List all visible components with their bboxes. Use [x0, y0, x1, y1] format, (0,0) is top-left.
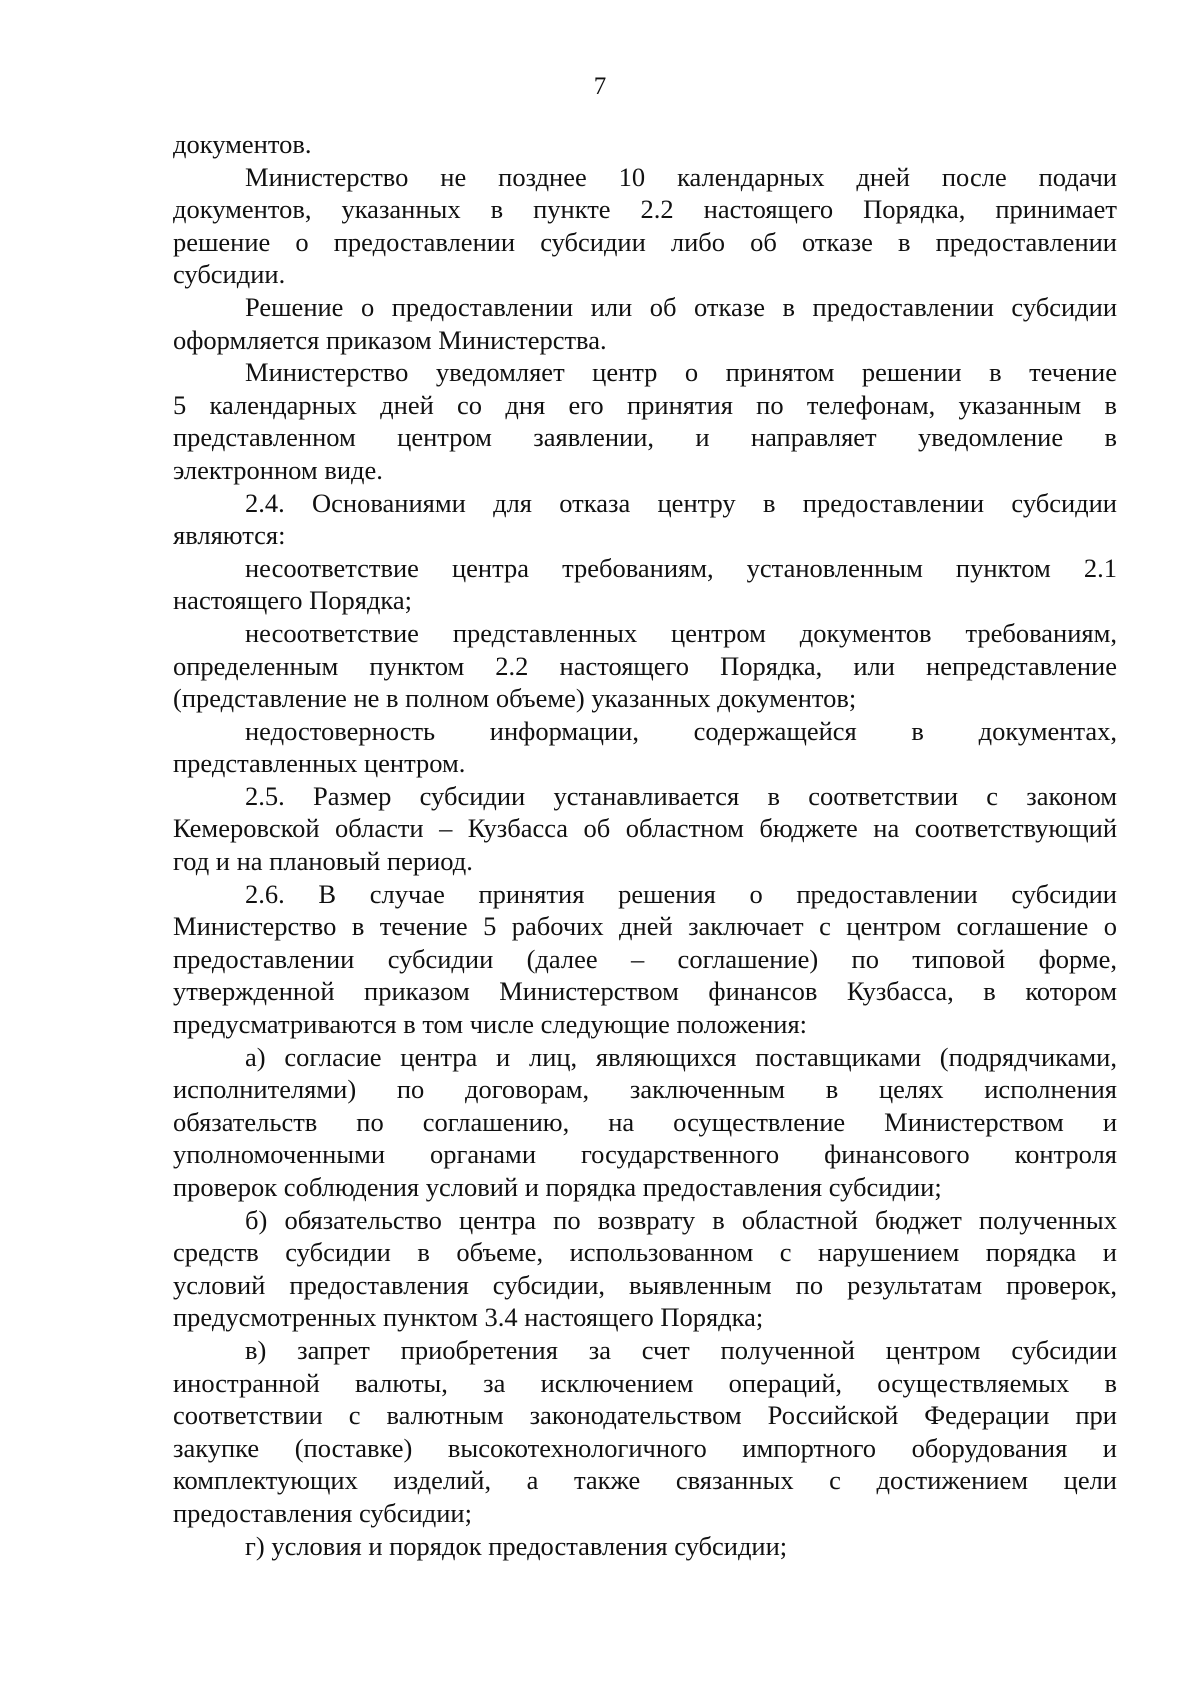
text-line: условий предоставления субсидии, выявленным по результатам проверок, [173, 1269, 1117, 1300]
text-line: иностранной валюты, за исключением операций, осуществляемых в [173, 1367, 1117, 1398]
text-line: г) условия и порядок предоставления субсидии; [245, 1530, 788, 1561]
paragraph [173, 128, 1117, 161]
paragraph [173, 356, 1117, 486]
text-line: уполномоченными органами государственного финансового контроля [173, 1139, 1117, 1170]
paragraph [173, 878, 1117, 1041]
text-line: 2.5. Размер субсидии устанавливается в соответствии с законом [245, 780, 1117, 811]
text-line: электронном виде. [173, 454, 383, 485]
text-line: соответствии с валютным законодательством Российской Федерации при [173, 1400, 1117, 1431]
text-line: а) согласие центра и лиц, являющихся поставщиками (подрядчиками, [245, 1041, 1117, 1072]
text-line: субсидии. [173, 259, 286, 290]
text-line: 2.6. В случае принятия решения о предоставлении субсидии [245, 878, 1117, 909]
text-line: определенным пунктом 2.2 настоящего Порядка, или непредставление [173, 650, 1117, 681]
paragraph [173, 1334, 1117, 1530]
text-line: закупке (поставке) высокотехнологичного импортного оборудования и [173, 1432, 1117, 1463]
paragraph [173, 552, 1117, 617]
text-line: предусматриваются в том числе следующие положения: [173, 1009, 808, 1040]
text-line: несоответствие центра требованиям, установленным пунктом 2.1 [245, 552, 1117, 583]
paragraph [173, 291, 1117, 356]
paragraph [173, 1204, 1117, 1334]
text-line: в) запрет приобретения за счет полученной центром субсидии [245, 1334, 1117, 1365]
text-line: средств субсидии в объеме, использованном с нарушением порядка и [173, 1237, 1117, 1268]
paragraph [173, 617, 1117, 715]
text-line: Министерство в течение 5 рабочих дней заключает с центром соглашение о [173, 911, 1117, 942]
paragraph [173, 715, 1117, 780]
text-line: (представление не в полном объеме) указанных документов; [173, 683, 857, 714]
text-line: представленных центром. [173, 748, 466, 779]
text-line: утвержденной приказом Министерством финансов Кузбасса, в котором [173, 976, 1117, 1007]
text-line: решение о предоставлении субсидии либо об отказе в предоставлении [173, 226, 1117, 257]
text-line: несоответствие представленных центром документов требованиям, [245, 617, 1117, 648]
text-line: настоящего Порядка; [173, 585, 413, 616]
text-line: год и на плановый период. [173, 846, 473, 877]
text-line: предоставления субсидии; [173, 1497, 472, 1528]
text-line: предоставлении субсидии (далее – соглашение) по типовой форме, [173, 943, 1117, 974]
text-line: оформляется приказом Министерства. [173, 324, 607, 355]
page-number: 7 [593, 73, 607, 100]
paragraph [173, 161, 1117, 291]
text-line: Решение о предоставлении или об отказе в предоставлении субсидии [245, 291, 1117, 322]
text-line: являются: [173, 520, 286, 551]
paragraph [173, 780, 1117, 878]
text-line: документов, указанных в пункте 2.2 настоящего Порядка, принимает [173, 194, 1117, 225]
text-line: Министерство уведомляет центр о принятом решении в течение [245, 357, 1117, 388]
paragraph [173, 1041, 1117, 1204]
text-line: Министерство не позднее 10 календарных дней после подачи [245, 161, 1117, 192]
text-line: представленном центром заявлении, и направляет уведомление в [173, 422, 1117, 453]
text-line: исполнителями) по договорам, заключенным в целях исполнения [173, 1074, 1117, 1105]
text-line: проверок соблюдения условий и порядка предоставления субсидии; [173, 1172, 942, 1202]
text-line: Кемеровской области – Кузбасса об областном бюджете на соответствующий [173, 813, 1117, 844]
text-line: 2.4. Основаниями для отказа центру в предоставлении субсидии [245, 487, 1117, 518]
text-line: недостоверность информации, содержащейся в документах, [245, 715, 1117, 746]
text-line: документов. [173, 129, 312, 159]
text-line: предусмотренных пунктом 3.4 настоящего Порядка; [173, 1302, 764, 1333]
text-line: комплектующих изделий, а также связанных с достижением цели [173, 1465, 1117, 1496]
paragraph [173, 1530, 1117, 1563]
text-line: б) обязательство центра по возврату в областной бюджет полученных [245, 1204, 1117, 1235]
text-line: обязательств по соглашению, на осуществление Министерством и [173, 1106, 1117, 1137]
text-line: 5 календарных дней со дня его принятия по телефонам, указанным в [173, 389, 1117, 420]
paragraph [173, 487, 1117, 552]
document-body [173, 128, 1117, 1562]
